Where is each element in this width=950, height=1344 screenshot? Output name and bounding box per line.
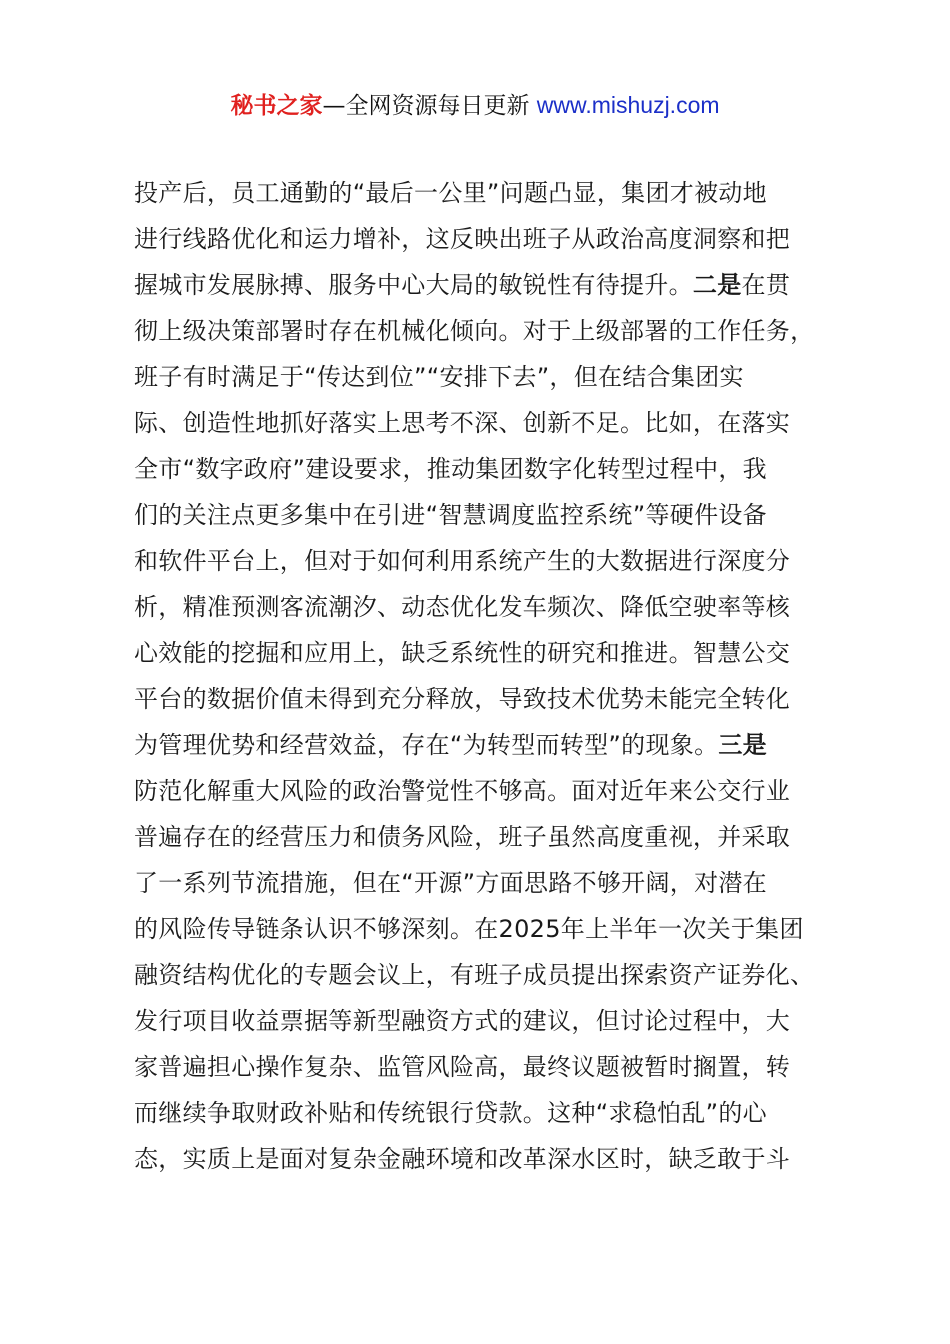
- text-run: 进行线路优化和运力增补，这反映出班子从政治高度洞察和把: [134, 225, 791, 253]
- text-line: [134, 400, 854, 446]
- text-run: 而继续争取财政补贴和传统银行贷款。这种“求稳怕乱”的心: [134, 1099, 767, 1127]
- text-run: 全市“数字政府”建设要求，推动集团数字化转型过程中，我: [134, 455, 767, 483]
- text-line: [134, 630, 854, 676]
- text-run: 班子有时满足于“传达到位”“安排下去”，但在结合集团实: [134, 363, 744, 391]
- text-run: 家普遍担心操作复杂、监管风险高，最终议题被暂时搁置，转: [134, 1053, 791, 1081]
- text-line: [134, 676, 854, 722]
- text-run: 态，实质上是面对复杂金融环境和改革深水区时，缺乏敢于斗: [134, 1145, 791, 1173]
- text-line: [134, 768, 854, 814]
- text-run: 握城市发展脉搏、服务中心大局的敏锐性有待提升。: [134, 271, 693, 299]
- text-line: [134, 1044, 854, 1090]
- text-line: [134, 722, 854, 768]
- text-line: [134, 952, 854, 998]
- text-run: 融资结构优化的专题会议上，有班子成员提出探索资产证券化、: [134, 961, 815, 989]
- page-header: [0, 88, 950, 123]
- text-line: [134, 538, 854, 584]
- text-line: [134, 262, 854, 308]
- text-run: 心效能的挖掘和应用上，缺乏系统性的研究和推进。智慧公交: [134, 639, 791, 667]
- bold-run: 三是: [718, 731, 767, 759]
- text-run: 际、创造性地抓好落实上思考不深、创新不足。比如，在落实: [134, 409, 791, 437]
- text-run: 为管理优势和经营效益，存在“为转型而转型”的现象。: [134, 731, 719, 759]
- text-run: 析，精准预测客流潮汐、动态优化发车频次、降低空驶率等核: [134, 593, 791, 621]
- text-line: [134, 308, 854, 354]
- text-run: 投产后，员工通勤的“最后一公里”问题凸显，集团才被动地: [134, 179, 767, 207]
- text-run: 彻上级决策部署时存在机械化倾向。对于上级部署的工作任务，: [134, 317, 815, 345]
- text-line: [134, 814, 854, 860]
- text-line: [134, 446, 854, 492]
- text-line: [134, 584, 854, 630]
- bold-run: 二是: [692, 271, 742, 299]
- text-run: 们的关注点更多集中在引进“智慧调度监控系统”等硬件设备: [134, 501, 767, 529]
- text-run: 了一系列节流措施，但在“开源”方面思路不够开阔，对潜在: [134, 869, 767, 897]
- site-brand: 秘书之家: [230, 93, 323, 119]
- document-body: [134, 170, 854, 1182]
- text-run: 的风险传导链条认识不够深刻。在2025年上半年一次关于集团: [134, 915, 804, 943]
- text-line: [134, 216, 854, 262]
- text-line: [134, 860, 854, 906]
- text-line: [134, 998, 854, 1044]
- text-line: [134, 906, 854, 952]
- text-run: 在贯: [741, 271, 791, 299]
- text-line: [134, 492, 854, 538]
- text-run: 防范化解重大风险的政治警觉性不够高。面对近年来公交行业: [134, 777, 791, 805]
- text-line: [134, 354, 854, 400]
- text-line: [134, 1136, 854, 1182]
- text-run: 发行项目收益票据等新型融资方式的建议，但讨论过程中，大: [134, 1007, 791, 1035]
- site-url[interactable]: www.mishuzj.com: [536, 92, 720, 118]
- text-line: [134, 170, 854, 216]
- text-run: 普遍存在的经营压力和债务风险，班子虽然高度重视，并采取: [134, 823, 791, 851]
- site-tagline: —全网资源每日更新: [322, 93, 530, 119]
- text-run: 和软件平台上，但对于如何利用系统产生的大数据进行深度分: [134, 547, 791, 575]
- text-run: 平台的数据价值未得到充分释放，导致技术优势未能完全转化: [134, 685, 791, 713]
- text-line: [134, 1090, 854, 1136]
